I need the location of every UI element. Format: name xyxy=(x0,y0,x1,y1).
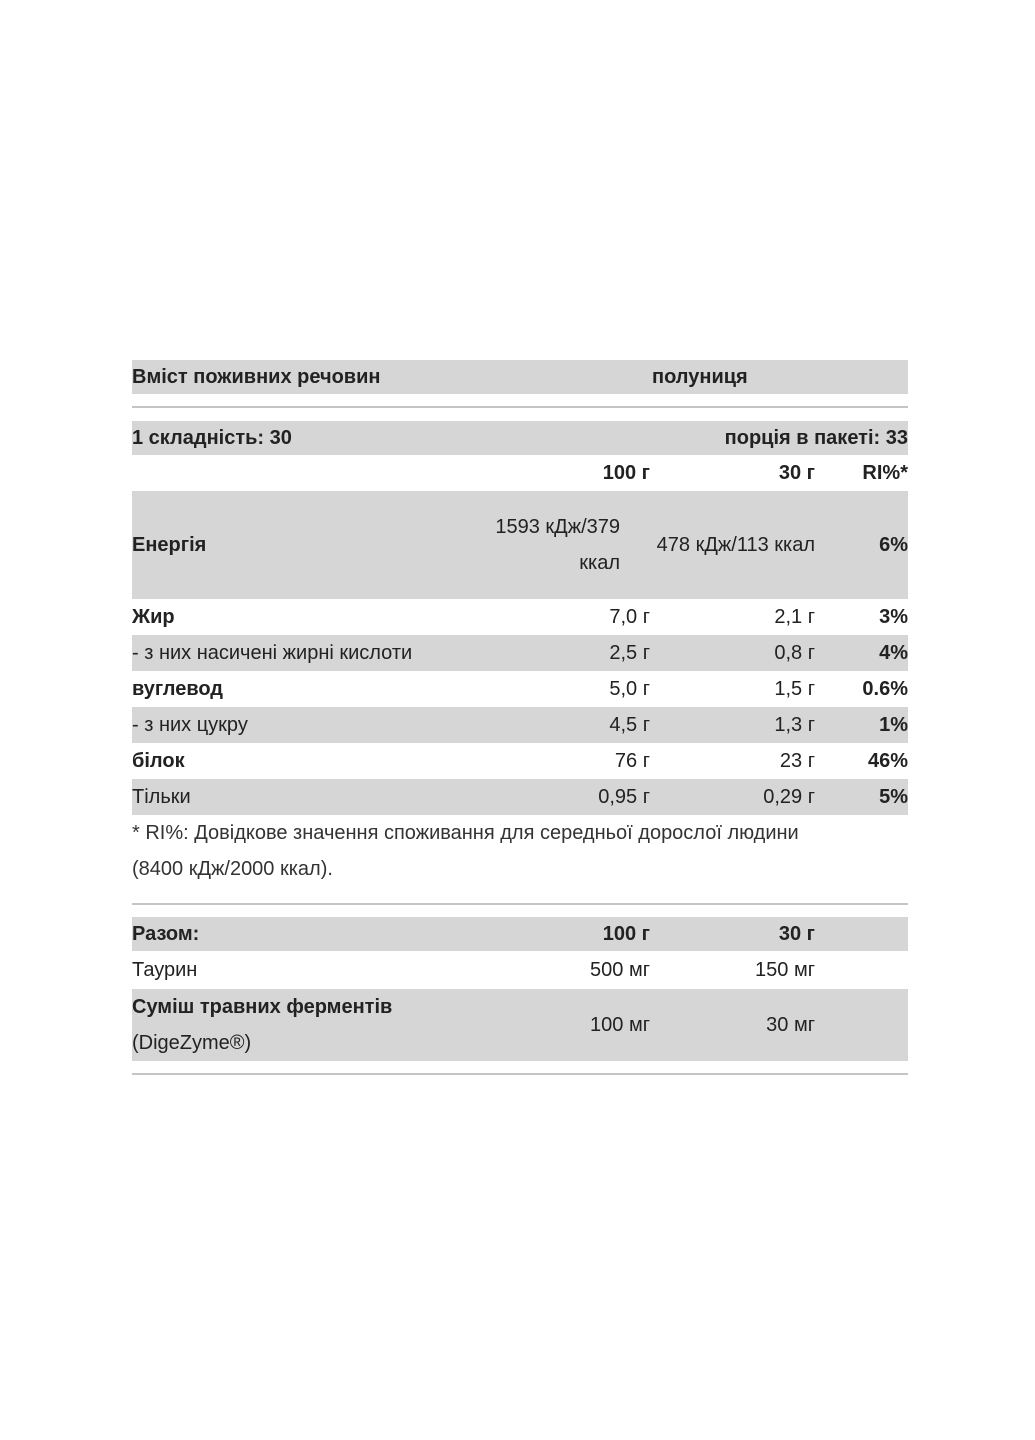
nutrient-per30: 1,5 г xyxy=(774,677,815,700)
nutrient-per30: 23 г xyxy=(779,749,815,772)
table-title: Вміст поживних речовин xyxy=(132,365,381,388)
servings-count: 1 складність: 30 xyxy=(132,426,292,449)
col-per30: 30 г xyxy=(778,461,815,484)
table-row xyxy=(132,635,908,671)
nutrient-per100: 4,5 г xyxy=(609,713,650,736)
nutrient-per100: 0,95 г xyxy=(598,785,650,808)
nutrient-name: Тільки xyxy=(132,785,191,808)
column-header-row xyxy=(132,455,908,491)
flavor-label: полуниця xyxy=(652,365,748,388)
divider xyxy=(132,1073,908,1075)
extra-name: Суміш травних ферментів xyxy=(132,996,393,1018)
nutrient-ri: 3% xyxy=(879,605,908,628)
nutrient-name: Жир xyxy=(132,605,175,628)
table-row xyxy=(132,707,908,743)
nutrient-ri: 6% xyxy=(879,533,908,556)
ri-footnote: * RI%: Довідкове значення споживання для середньої дорослої людини (8400 кДж/2000 ккал). xyxy=(132,822,799,880)
nutrient-per30: 0,29 г xyxy=(763,785,815,808)
table-row xyxy=(132,989,908,1061)
nutrient-ri: 0.6% xyxy=(862,677,908,700)
extra-name: Таурин xyxy=(132,958,198,981)
table-row xyxy=(132,743,908,779)
nutrient-per30: 0,8 г xyxy=(774,641,815,664)
nutrient-per30: 2,1 г xyxy=(774,605,815,628)
table-title-row xyxy=(132,360,908,394)
table-row xyxy=(132,779,908,815)
extra-per30: 30 мг xyxy=(766,1013,815,1036)
nutrient-per30: 478 кДж/113 ккал xyxy=(656,534,815,556)
table-row xyxy=(132,491,908,599)
nutrient-name: вуглевод xyxy=(132,677,223,700)
extra-header-label: Разом: xyxy=(132,922,200,945)
nutrient-per30: 1,3 г xyxy=(774,713,815,736)
nutrient-per100: 2,5 г xyxy=(609,641,650,664)
nutrition-table xyxy=(132,360,908,1075)
nutrient-per100: 76 г xyxy=(614,749,650,772)
table-row xyxy=(132,599,908,635)
nutrient-ri: 4% xyxy=(879,641,908,664)
extra-per100: 500 мг xyxy=(590,958,650,981)
nutrient-ri: 5% xyxy=(879,785,908,808)
extra-per100: 100 мг xyxy=(590,1013,650,1036)
nutrient-name: - з них насичені жирні кислоти xyxy=(132,641,413,664)
servings-per-pack: порція в пакеті: 33 xyxy=(724,426,908,449)
extra-per30: 150 мг xyxy=(755,958,815,981)
nutrient-name: - з них цукру xyxy=(132,713,248,736)
extra-header-row xyxy=(132,917,908,951)
extra-subname: (DigeZyme®) xyxy=(132,1032,252,1054)
extra-col-per30: 30 г xyxy=(778,922,815,945)
nutrient-name: Енергія xyxy=(132,533,207,556)
serving-row xyxy=(132,421,908,455)
nutrient-per100: 1593 кДж/379 ккал xyxy=(495,516,620,574)
nutrient-name: білок xyxy=(132,749,185,772)
nutrient-per100: 7,0 г xyxy=(609,605,650,628)
nutrient-per100: 5,0 г xyxy=(609,677,650,700)
col-ri: RI%* xyxy=(862,461,908,484)
nutrient-ri: 46% xyxy=(867,749,908,772)
nutrient-ri: 1% xyxy=(879,713,908,736)
table-row xyxy=(132,951,908,989)
col-per100: 100 г xyxy=(602,461,650,484)
extra-col-per100: 100 г xyxy=(602,922,650,945)
table-row xyxy=(132,671,908,707)
